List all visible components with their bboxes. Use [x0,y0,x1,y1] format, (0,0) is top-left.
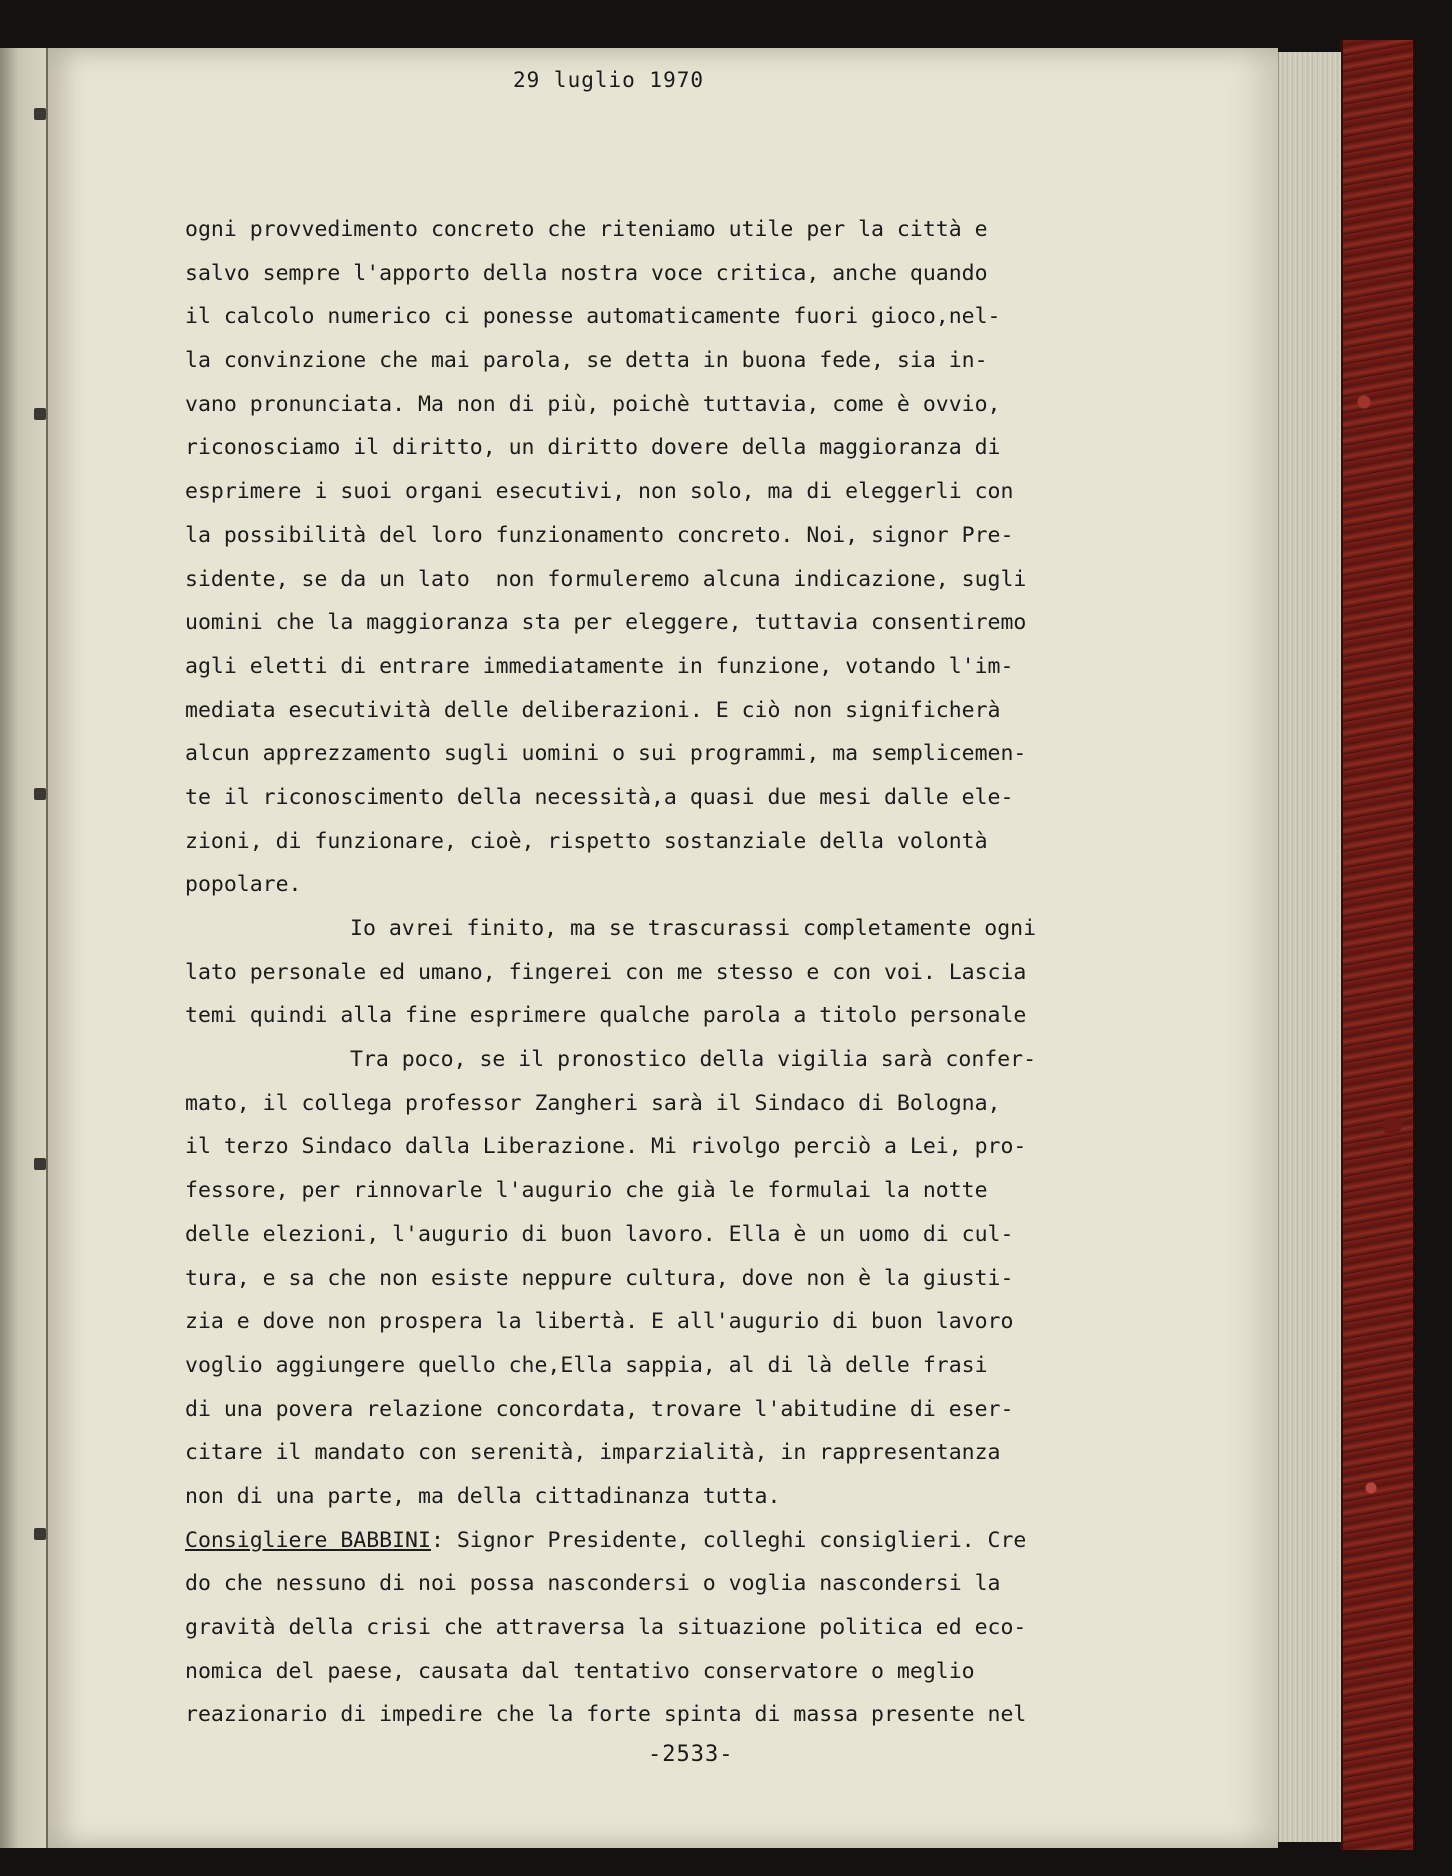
paragraph-first-line: Tra poco, se il pronostico della vigilia sarà confer- [350,1047,1037,1073]
text-line: te il riconoscimento della necessità,a quasi due mesi dalle ele- [185,784,1014,810]
text-line: di una povera relazione concordata, trovare l'abitudine di eser- [185,1396,1014,1422]
speaker-text: : Signor Presidente, colleghi consiglieri. Cre [430,1527,1027,1553]
binding-clip [34,1158,46,1170]
text-line: reazionario di impedire che la forte spinta di massa presente nel [185,1702,1027,1728]
text-line: gravità della crisi che attraversa la situazione politica ed eco- [185,1615,1027,1640]
text-line: zioni, di funzionare, cioè, rispetto sostanziale della volontà [185,828,988,854]
text-line: lato personale ed umano, fingerei con me stesso e con voi. Lascia [185,959,1027,985]
page-stack-edge [1278,52,1341,1842]
text-line: il calcolo numerico ci ponesse automaticamente fuori gioco,nel- [185,304,1001,330]
text-line: nomica del paese, causata dal tentativo conservatore o meglio [185,1658,975,1684]
speaker-line [185,1519,1165,1563]
text-line: uomini che la maggioranza sta per eleggere, tuttavia consentiremo [185,610,1027,636]
text-line: citare il mandato con serenità, imparzialità, in rappresentanza [185,1440,1001,1466]
text-line: fessore, per rinnovarle l'augurio che già le formulai la notte [185,1178,988,1204]
text-line: voglio aggiungere quello che,Ella sappia, al di là delle frasi [185,1352,988,1378]
text-line: la possibilità del loro funzionamento concreto. Noi, signor Pre- [185,522,1014,548]
binding-clip [34,108,46,120]
binding-clip [34,408,46,420]
text-line: il terzo Sindaco dalla Liberazione. Mi rivolgo perciò a Lei, pro- [185,1134,1027,1160]
facing-page-edge [0,48,48,1848]
speaker-name: Consigliere BABBINI [185,1527,431,1553]
text-line: alcun apprezzamento sugli uomini o sui programmi, ma semplicemen- [185,741,1027,767]
binding-clip [34,788,46,800]
text-line: esprimere i suoi organi esecutivi, non solo, ma di eleggerli con [185,479,1014,505]
text-line: mato, il collega professor Zangheri sarà il Sindaco di Bologna, [185,1090,1001,1116]
text-line: ogni provvedimento concreto che riteniamo utile per la città e [185,217,988,242]
text-line: temi quindi alla fine esprimere qualche parola a titolo personale [185,1003,1027,1029]
text-line: agli eletti di entrare immediatamente in funzione, votando l'im- [185,653,1014,679]
text-line: tura, e sa che non esiste neppure cultura, dove non è la giusti- [185,1265,1014,1291]
marbled-book-cover [1340,40,1413,1850]
text-line: non di una parte, ma della cittadinanza tutta. [185,1483,781,1509]
text-line: zia e dove non prospera la libertà. E all'augurio di buon lavoro [185,1309,1014,1335]
page-number: -2533- [648,1742,734,1767]
text-line: delle elezioni, l'augurio di buon lavoro. Ella è un uomo di cul- [185,1221,1014,1247]
page-date-header: 29 luglio 1970 [513,68,705,92]
text-line: vano pronunciata. Ma non di più, poichè tuttavia, come è ovvio, [185,391,1001,417]
transcript-body [185,208,1165,1737]
text-line: popolare. [185,872,302,898]
binding-clip [34,1528,46,1540]
text-line: mediata esecutività delle deliberazioni. E ciò non significherà [185,697,1001,723]
text-line: sidente, se da un lato non formuleremo alcuna indicazione, sugli [185,566,1027,592]
text-line: salvo sempre l'apporto della nostra voce critica, anche quando [185,260,988,286]
text-line: do che nessuno di noi possa nascondersi o voglia nascondersi la [185,1571,1001,1597]
text-line: la convinzione che mai parola, se detta in buona fede, sia in- [185,348,988,374]
text-line: riconosciamo il diritto, un diritto dovere della maggioranza di [185,435,1001,461]
paragraph-first-line: Io avrei finito, ma se trascurassi completamente ogni [350,916,1037,941]
